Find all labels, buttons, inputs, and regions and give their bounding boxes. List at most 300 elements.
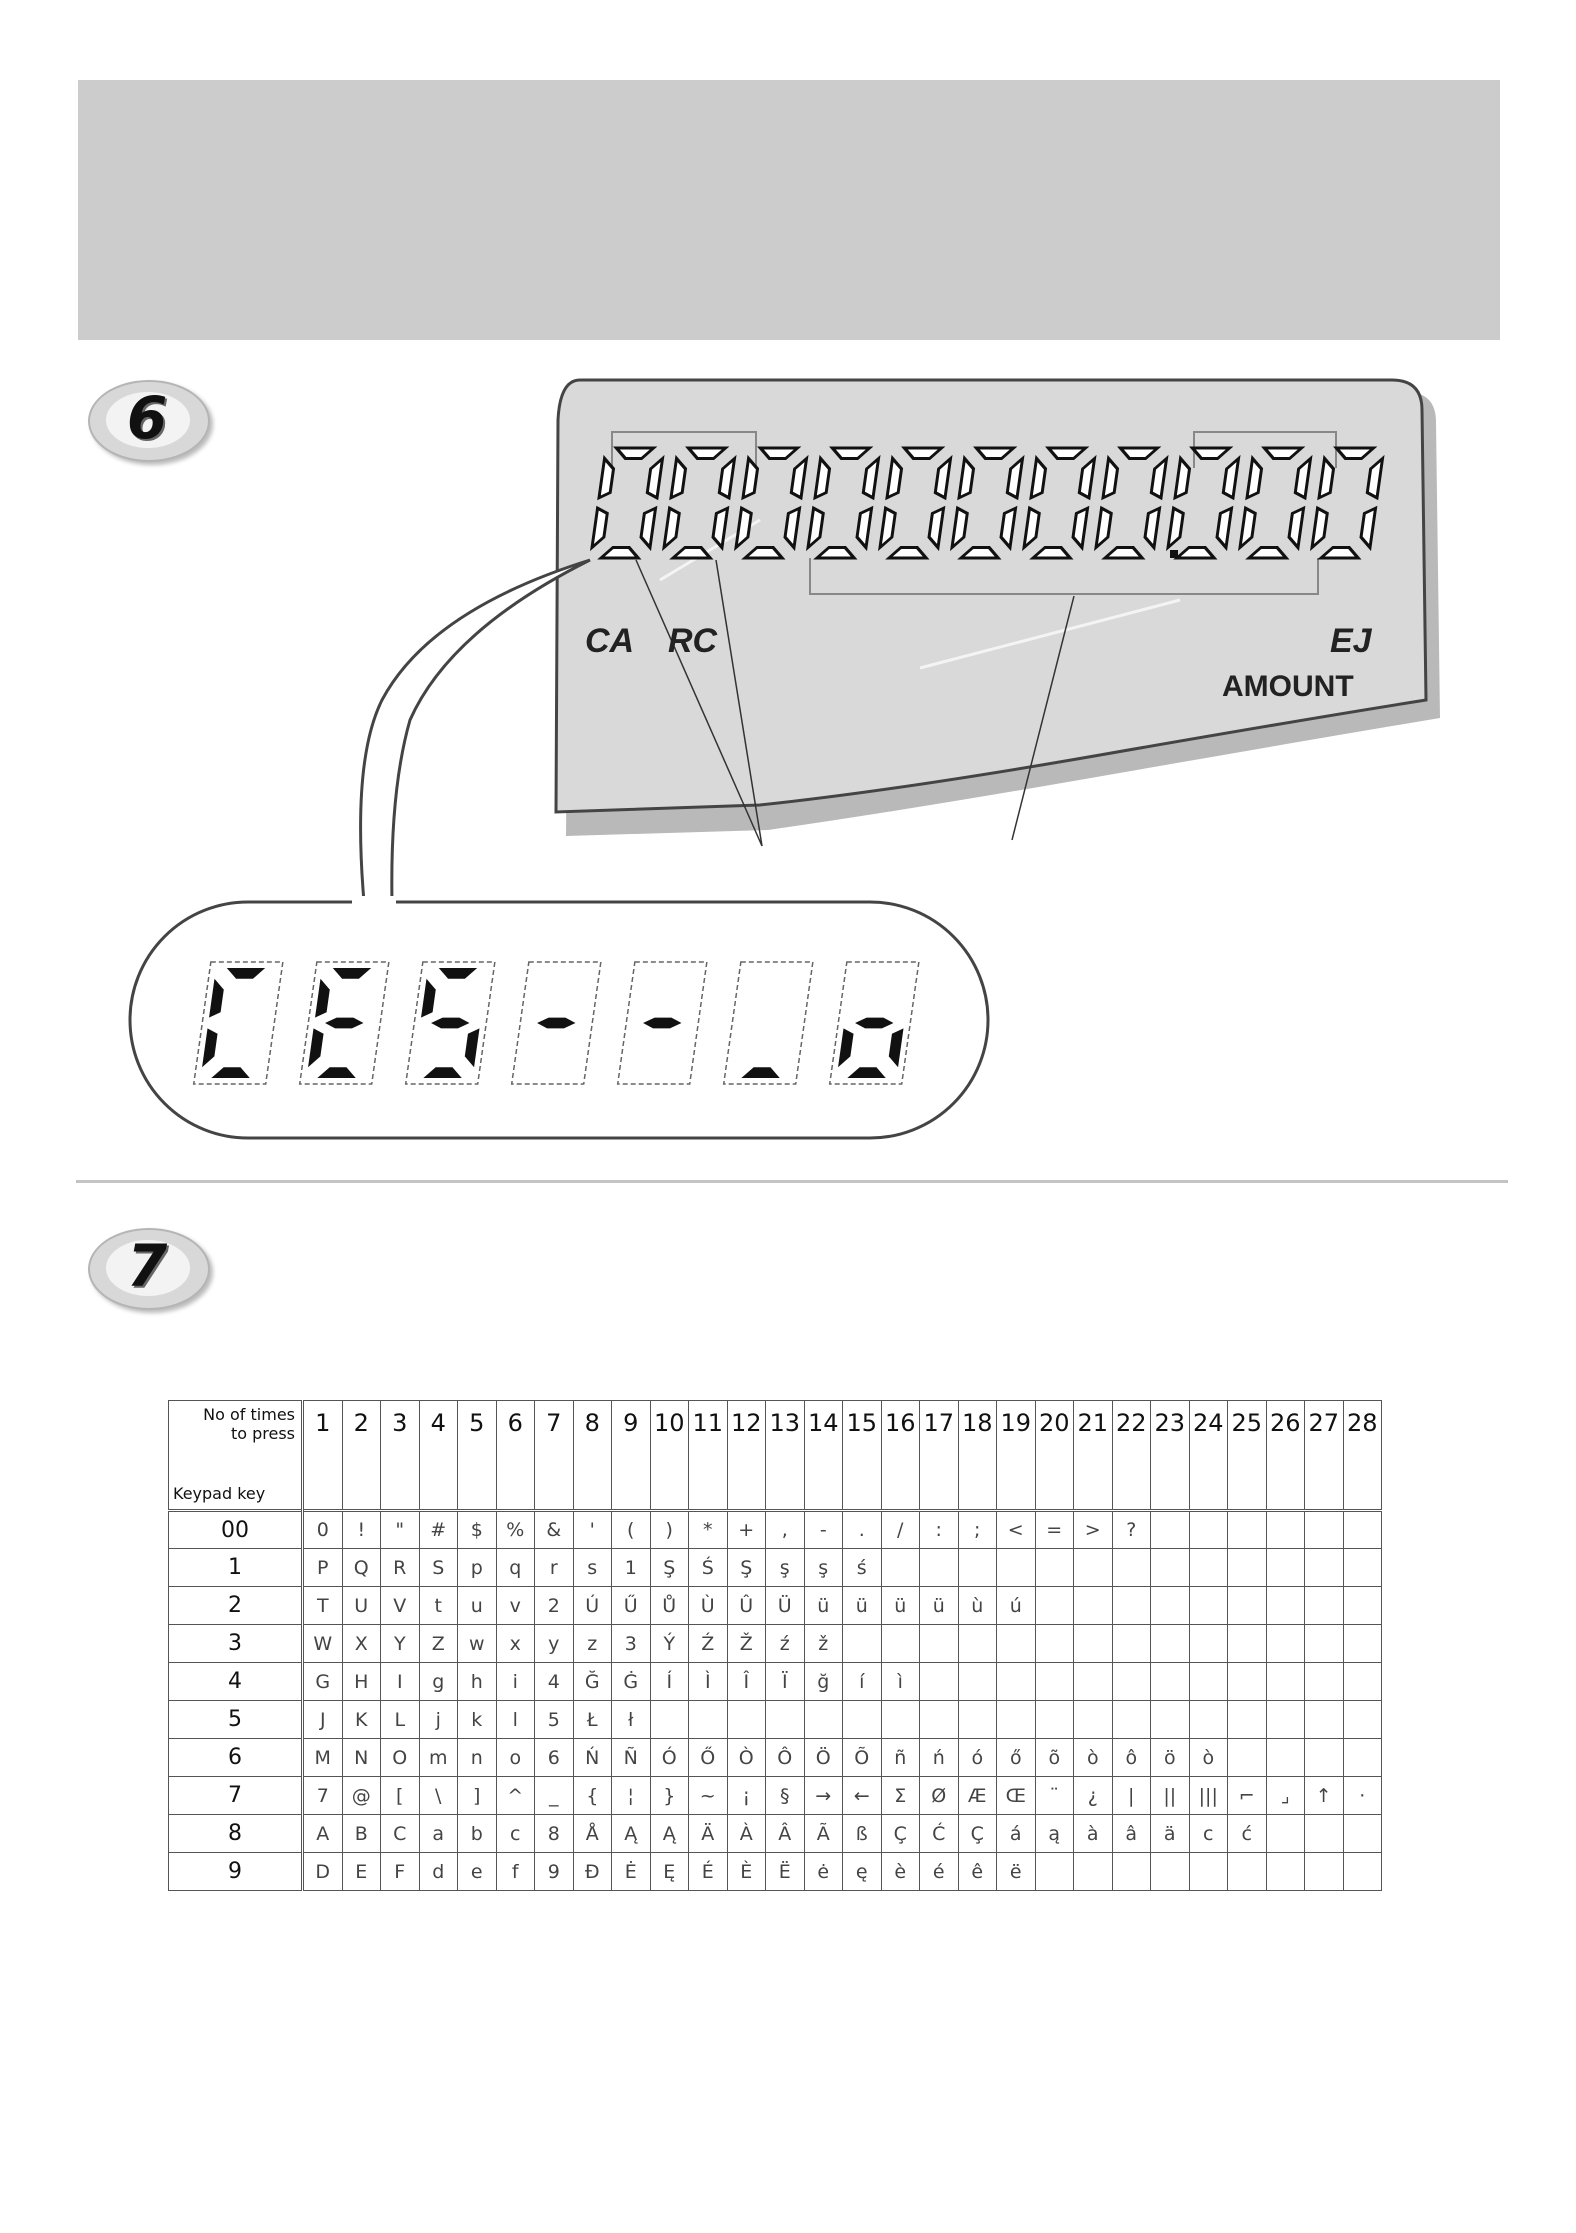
char-cell — [1151, 1701, 1190, 1739]
char-cell — [1228, 1739, 1267, 1777]
char-cell: f — [496, 1853, 535, 1891]
char-cell: Ğ — [573, 1663, 612, 1701]
keypad-key-label: 00 — [169, 1511, 303, 1549]
char-cell: ş — [804, 1549, 843, 1587]
char-cell: ü — [843, 1587, 882, 1625]
char-cell: ^ — [496, 1777, 535, 1815]
char-cell: { — [573, 1777, 612, 1815]
char-cell: r — [535, 1549, 574, 1587]
char-cell: ü — [804, 1587, 843, 1625]
char-cell: Õ — [843, 1739, 882, 1777]
char-cell: Ù — [689, 1587, 728, 1625]
lcd-panel — [556, 380, 1426, 812]
char-cell: ¦ — [612, 1777, 651, 1815]
char-cell: Ą — [612, 1815, 651, 1853]
char-cell — [881, 1625, 920, 1663]
char-cell: õ — [1035, 1739, 1074, 1777]
char-cell — [1343, 1815, 1382, 1853]
char-cell — [1266, 1587, 1305, 1625]
char-cell: Ć — [920, 1815, 959, 1853]
char-cell: ć — [1228, 1815, 1267, 1853]
char-cell: â — [1112, 1815, 1151, 1853]
char-cell: 8 — [535, 1815, 574, 1853]
char-cell: . — [843, 1511, 882, 1549]
char-cell: 4 — [535, 1663, 574, 1701]
char-cell: L — [381, 1701, 420, 1739]
char-cell: ñ — [881, 1739, 920, 1777]
char-cell: c — [496, 1815, 535, 1853]
char-cell: Ü — [766, 1587, 805, 1625]
column-header: 9 — [612, 1401, 651, 1511]
table-row — [169, 1853, 1382, 1891]
keypad-key-label: 6 — [169, 1739, 303, 1777]
keypad-key-label: 1 — [169, 1549, 303, 1587]
char-cell: = — [1035, 1511, 1074, 1549]
char-cell: § — [766, 1777, 805, 1815]
char-cell: m — [419, 1739, 458, 1777]
char-cell: Ó — [650, 1739, 689, 1777]
char-cell: B — [342, 1815, 381, 1853]
indicator-ca: CA — [585, 622, 635, 660]
char-cell: 0 — [303, 1511, 343, 1549]
char-cell: Ý — [650, 1625, 689, 1663]
char-cell — [1343, 1625, 1382, 1663]
char-cell: G — [303, 1663, 343, 1701]
char-cell — [1189, 1663, 1228, 1701]
char-cell: ← — [843, 1777, 882, 1815]
char-cell — [1112, 1663, 1151, 1701]
char-cell: 7 — [303, 1777, 343, 1815]
header-keypad-key: Keypad key — [173, 1484, 266, 1503]
char-cell: Ì — [689, 1663, 728, 1701]
char-cell: W — [303, 1625, 343, 1663]
char-cell: Ö — [804, 1739, 843, 1777]
char-cell: ù — [958, 1587, 997, 1625]
char-cell: ś — [843, 1549, 882, 1587]
char-cell: ü — [881, 1587, 920, 1625]
char-cell: í — [843, 1663, 882, 1701]
char-cell: Z — [419, 1625, 458, 1663]
char-cell: ł — [612, 1701, 651, 1739]
char-cell: Ė — [612, 1853, 651, 1891]
char-cell — [1266, 1739, 1305, 1777]
column-header: 5 — [458, 1401, 497, 1511]
table-row — [169, 1701, 1382, 1739]
column-header: 14 — [804, 1401, 843, 1511]
char-cell: % — [496, 1511, 535, 1549]
char-cell: ê — [958, 1853, 997, 1891]
char-cell: O — [381, 1739, 420, 1777]
section-divider — [76, 1180, 1508, 1183]
char-cell: ò — [1189, 1739, 1228, 1777]
column-header: 4 — [419, 1401, 458, 1511]
column-header: 23 — [1151, 1401, 1190, 1511]
char-cell: ? — [1112, 1511, 1151, 1549]
char-cell — [958, 1663, 997, 1701]
char-cell: ę — [843, 1853, 882, 1891]
char-cell: e — [458, 1853, 497, 1891]
char-cell — [1266, 1549, 1305, 1587]
table-row — [169, 1587, 1382, 1625]
char-cell: K — [342, 1701, 381, 1739]
column-header: 2 — [342, 1401, 381, 1511]
char-cell — [1035, 1587, 1074, 1625]
char-cell — [1228, 1625, 1267, 1663]
char-cell — [1305, 1853, 1344, 1891]
char-cell: ò — [1074, 1739, 1113, 1777]
char-cell: ú — [997, 1587, 1036, 1625]
char-cell: : — [920, 1511, 959, 1549]
char-cell — [920, 1663, 959, 1701]
char-cell: 9 — [535, 1853, 574, 1891]
char-cell: Ź — [689, 1625, 728, 1663]
table-row — [169, 1777, 1382, 1815]
indicator-rc: RC — [668, 622, 718, 660]
char-cell: x — [496, 1625, 535, 1663]
char-cell: s — [573, 1549, 612, 1587]
char-cell: q — [496, 1549, 535, 1587]
char-cell — [1189, 1549, 1228, 1587]
char-cell — [1305, 1663, 1344, 1701]
char-cell: Ž — [727, 1625, 766, 1663]
char-cell: u — [458, 1587, 497, 1625]
column-header: 28 — [1343, 1401, 1382, 1511]
char-cell: 6 — [535, 1739, 574, 1777]
char-cell: Ę — [650, 1853, 689, 1891]
char-cell: Ġ — [612, 1663, 651, 1701]
char-cell: [ — [381, 1777, 420, 1815]
char-cell: à — [1074, 1815, 1113, 1853]
char-cell: ş — [766, 1549, 805, 1587]
char-cell: Y — [381, 1625, 420, 1663]
column-header: 27 — [1305, 1401, 1344, 1511]
char-cell: # — [419, 1511, 458, 1549]
char-cell: a — [419, 1815, 458, 1853]
char-cell: / — [881, 1511, 920, 1549]
step-7-number: 7 — [126, 1232, 168, 1300]
keypad-character-table — [168, 1400, 1382, 1891]
char-cell: Q — [342, 1549, 381, 1587]
char-cell: * — [689, 1511, 728, 1549]
char-cell: w — [458, 1625, 497, 1663]
char-cell — [997, 1549, 1036, 1587]
char-cell: k — [458, 1701, 497, 1739]
char-cell: Ś — [689, 1549, 728, 1587]
char-cell — [1305, 1587, 1344, 1625]
char-cell: < — [997, 1511, 1036, 1549]
char-cell: ß — [843, 1815, 882, 1853]
char-cell: Đ — [573, 1853, 612, 1891]
char-cell — [1112, 1853, 1151, 1891]
char-cell — [1112, 1587, 1151, 1625]
char-cell: Ű — [612, 1587, 651, 1625]
char-cell — [1343, 1587, 1382, 1625]
char-cell: h — [458, 1663, 497, 1701]
char-cell: ) — [650, 1511, 689, 1549]
char-cell: Ø — [920, 1777, 959, 1815]
char-cell: Ã — [804, 1815, 843, 1853]
keypad-key-label: 3 — [169, 1625, 303, 1663]
char-cell: ń — [920, 1739, 959, 1777]
char-cell — [766, 1701, 805, 1739]
table-corner-header — [169, 1401, 303, 1511]
char-cell: C — [381, 1815, 420, 1853]
char-cell: , — [766, 1511, 805, 1549]
char-cell: | — [1112, 1777, 1151, 1815]
char-cell: ä — [1151, 1815, 1190, 1853]
char-cell: ą — [1035, 1815, 1074, 1853]
char-cell: Ő — [689, 1739, 728, 1777]
table-row — [169, 1549, 1382, 1587]
column-header: 21 — [1074, 1401, 1113, 1511]
table-row — [169, 1625, 1382, 1663]
char-cell: Ń — [573, 1739, 612, 1777]
char-cell: ğ — [804, 1663, 843, 1701]
char-cell: b — [458, 1815, 497, 1853]
char-cell: N — [342, 1739, 381, 1777]
char-cell — [1074, 1549, 1113, 1587]
char-cell: ë — [997, 1853, 1036, 1891]
char-cell: · — [1343, 1777, 1382, 1815]
char-cell: J — [303, 1701, 343, 1739]
char-cell — [1343, 1663, 1382, 1701]
char-cell: Ş — [727, 1549, 766, 1587]
char-cell: n — [458, 1739, 497, 1777]
char-cell — [727, 1701, 766, 1739]
column-header: 25 — [1228, 1401, 1267, 1511]
char-cell — [1343, 1511, 1382, 1549]
char-cell — [1189, 1587, 1228, 1625]
char-cell — [1189, 1625, 1228, 1663]
char-cell: 3 — [612, 1625, 651, 1663]
column-header: 13 — [766, 1401, 805, 1511]
char-cell: ¿ — [1074, 1777, 1113, 1815]
char-cell — [689, 1701, 728, 1739]
column-header: 17 — [920, 1401, 959, 1511]
char-cell: $ — [458, 1511, 497, 1549]
char-cell: - — [804, 1511, 843, 1549]
char-cell — [1343, 1853, 1382, 1891]
column-header: 6 — [496, 1401, 535, 1511]
column-header: 11 — [689, 1401, 728, 1511]
char-cell — [1151, 1625, 1190, 1663]
char-cell — [1228, 1853, 1267, 1891]
char-cell: Ł — [573, 1701, 612, 1739]
char-cell: P — [303, 1549, 343, 1587]
char-cell — [1266, 1663, 1305, 1701]
char-cell: " — [381, 1511, 420, 1549]
step-7-badge — [88, 1228, 208, 1308]
char-cell: É — [689, 1853, 728, 1891]
char-cell — [1266, 1511, 1305, 1549]
column-header: 7 — [535, 1401, 574, 1511]
char-cell: Ş — [650, 1549, 689, 1587]
char-cell — [1343, 1739, 1382, 1777]
char-cell — [1035, 1549, 1074, 1587]
char-cell — [1343, 1549, 1382, 1587]
char-cell: d — [419, 1853, 458, 1891]
char-cell — [1266, 1625, 1305, 1663]
char-cell — [1343, 1701, 1382, 1739]
char-cell: ¡ — [727, 1777, 766, 1815]
indicator-ej: EJ — [1330, 622, 1372, 660]
char-cell: X — [342, 1625, 381, 1663]
char-cell: Û — [727, 1587, 766, 1625]
char-cell — [1305, 1511, 1344, 1549]
column-header: 22 — [1112, 1401, 1151, 1511]
char-cell: o — [496, 1739, 535, 1777]
char-cell: l — [496, 1701, 535, 1739]
char-cell: ž — [804, 1625, 843, 1663]
char-cell: È — [727, 1853, 766, 1891]
column-header: 19 — [997, 1401, 1036, 1511]
char-cell: Ñ — [612, 1739, 651, 1777]
char-cell: v — [496, 1587, 535, 1625]
char-cell: Ú — [573, 1587, 612, 1625]
char-cell: c — [1189, 1815, 1228, 1853]
char-cell: 2 — [535, 1587, 574, 1625]
char-cell — [1112, 1625, 1151, 1663]
table-row — [169, 1511, 1382, 1549]
char-cell — [881, 1549, 920, 1587]
char-cell — [1035, 1625, 1074, 1663]
char-cell — [920, 1625, 959, 1663]
char-cell: ! — [342, 1511, 381, 1549]
char-cell — [1305, 1815, 1344, 1853]
char-cell: ő — [997, 1739, 1036, 1777]
column-header: 16 — [881, 1401, 920, 1511]
char-cell — [920, 1549, 959, 1587]
char-cell — [920, 1701, 959, 1739]
char-cell: ~ — [689, 1777, 728, 1815]
char-cell: ' — [573, 1511, 612, 1549]
char-cell — [997, 1625, 1036, 1663]
char-cell: ė — [804, 1853, 843, 1891]
char-cell: Í — [650, 1663, 689, 1701]
char-cell — [1305, 1549, 1344, 1587]
char-cell: Ë — [766, 1853, 805, 1891]
char-cell — [1266, 1853, 1305, 1891]
char-cell: S — [419, 1549, 458, 1587]
char-cell: Ą — [650, 1815, 689, 1853]
char-cell — [1112, 1701, 1151, 1739]
char-cell: Ï — [766, 1663, 805, 1701]
char-cell: é — [920, 1853, 959, 1891]
char-cell — [881, 1701, 920, 1739]
char-cell: i — [496, 1663, 535, 1701]
char-cell: Σ — [881, 1777, 920, 1815]
char-cell — [1151, 1587, 1190, 1625]
table-row — [169, 1663, 1382, 1701]
char-cell: + — [727, 1511, 766, 1549]
char-cell: z — [573, 1625, 612, 1663]
char-cell — [804, 1701, 843, 1739]
char-cell — [1035, 1663, 1074, 1701]
char-cell: j — [419, 1701, 458, 1739]
char-cell: ⌐ — [1228, 1777, 1267, 1815]
char-cell: A — [303, 1815, 343, 1853]
keypad-key-label: 7 — [169, 1777, 303, 1815]
char-cell: ¨ — [1035, 1777, 1074, 1815]
char-cell — [1189, 1701, 1228, 1739]
column-header: 20 — [1035, 1401, 1074, 1511]
char-cell — [1228, 1663, 1267, 1701]
char-cell — [1074, 1853, 1113, 1891]
char-cell: I — [381, 1663, 420, 1701]
column-header: 12 — [727, 1401, 766, 1511]
char-cell: À — [727, 1815, 766, 1853]
char-cell: D — [303, 1853, 343, 1891]
char-cell — [997, 1701, 1036, 1739]
column-header: 3 — [381, 1401, 420, 1511]
char-cell — [1151, 1853, 1190, 1891]
char-cell: Å — [573, 1815, 612, 1853]
char-cell — [1035, 1853, 1074, 1891]
char-cell — [843, 1625, 882, 1663]
char-cell — [1305, 1625, 1344, 1663]
char-cell: p — [458, 1549, 497, 1587]
char-cell — [1228, 1701, 1267, 1739]
char-cell — [1151, 1663, 1190, 1701]
table-row — [169, 1739, 1382, 1777]
keypad-key-label: 8 — [169, 1815, 303, 1853]
char-cell: & — [535, 1511, 574, 1549]
char-cell: ô — [1112, 1739, 1151, 1777]
char-cell — [1305, 1739, 1344, 1777]
char-cell — [1074, 1701, 1113, 1739]
char-cell — [1035, 1701, 1074, 1739]
char-cell: ↑ — [1305, 1777, 1344, 1815]
char-cell — [1074, 1663, 1113, 1701]
char-cell: ||| — [1189, 1777, 1228, 1815]
char-cell: Â — [766, 1815, 805, 1853]
char-cell: Î — [727, 1663, 766, 1701]
char-cell: U — [342, 1587, 381, 1625]
column-header: 1 — [303, 1401, 343, 1511]
char-cell: @ — [342, 1777, 381, 1815]
char-cell: \ — [419, 1777, 458, 1815]
char-cell: 1 — [612, 1549, 651, 1587]
char-cell — [1189, 1853, 1228, 1891]
char-cell: > — [1074, 1511, 1113, 1549]
char-cell — [1074, 1625, 1113, 1663]
char-cell: è — [881, 1853, 920, 1891]
column-header: 10 — [650, 1401, 689, 1511]
keypad-key-label: 2 — [169, 1587, 303, 1625]
char-cell — [958, 1625, 997, 1663]
char-cell: E — [342, 1853, 381, 1891]
char-cell: ö — [1151, 1739, 1190, 1777]
char-cell: Ò — [727, 1739, 766, 1777]
char-cell — [1266, 1815, 1305, 1853]
char-cell: V — [381, 1587, 420, 1625]
char-cell: á — [997, 1815, 1036, 1853]
char-cell — [1151, 1511, 1190, 1549]
keypad-key-label: 9 — [169, 1853, 303, 1891]
char-cell: R — [381, 1549, 420, 1587]
column-header: 15 — [843, 1401, 882, 1511]
char-cell: Ů — [650, 1587, 689, 1625]
char-cell: g — [419, 1663, 458, 1701]
char-cell: 5 — [535, 1701, 574, 1739]
table-row — [169, 1815, 1382, 1853]
char-cell — [958, 1549, 997, 1587]
lcd-decimal-point — [1170, 550, 1178, 558]
char-cell: ü — [920, 1587, 959, 1625]
keypad-key-label: 4 — [169, 1663, 303, 1701]
char-cell: y — [535, 1625, 574, 1663]
char-cell — [650, 1701, 689, 1739]
